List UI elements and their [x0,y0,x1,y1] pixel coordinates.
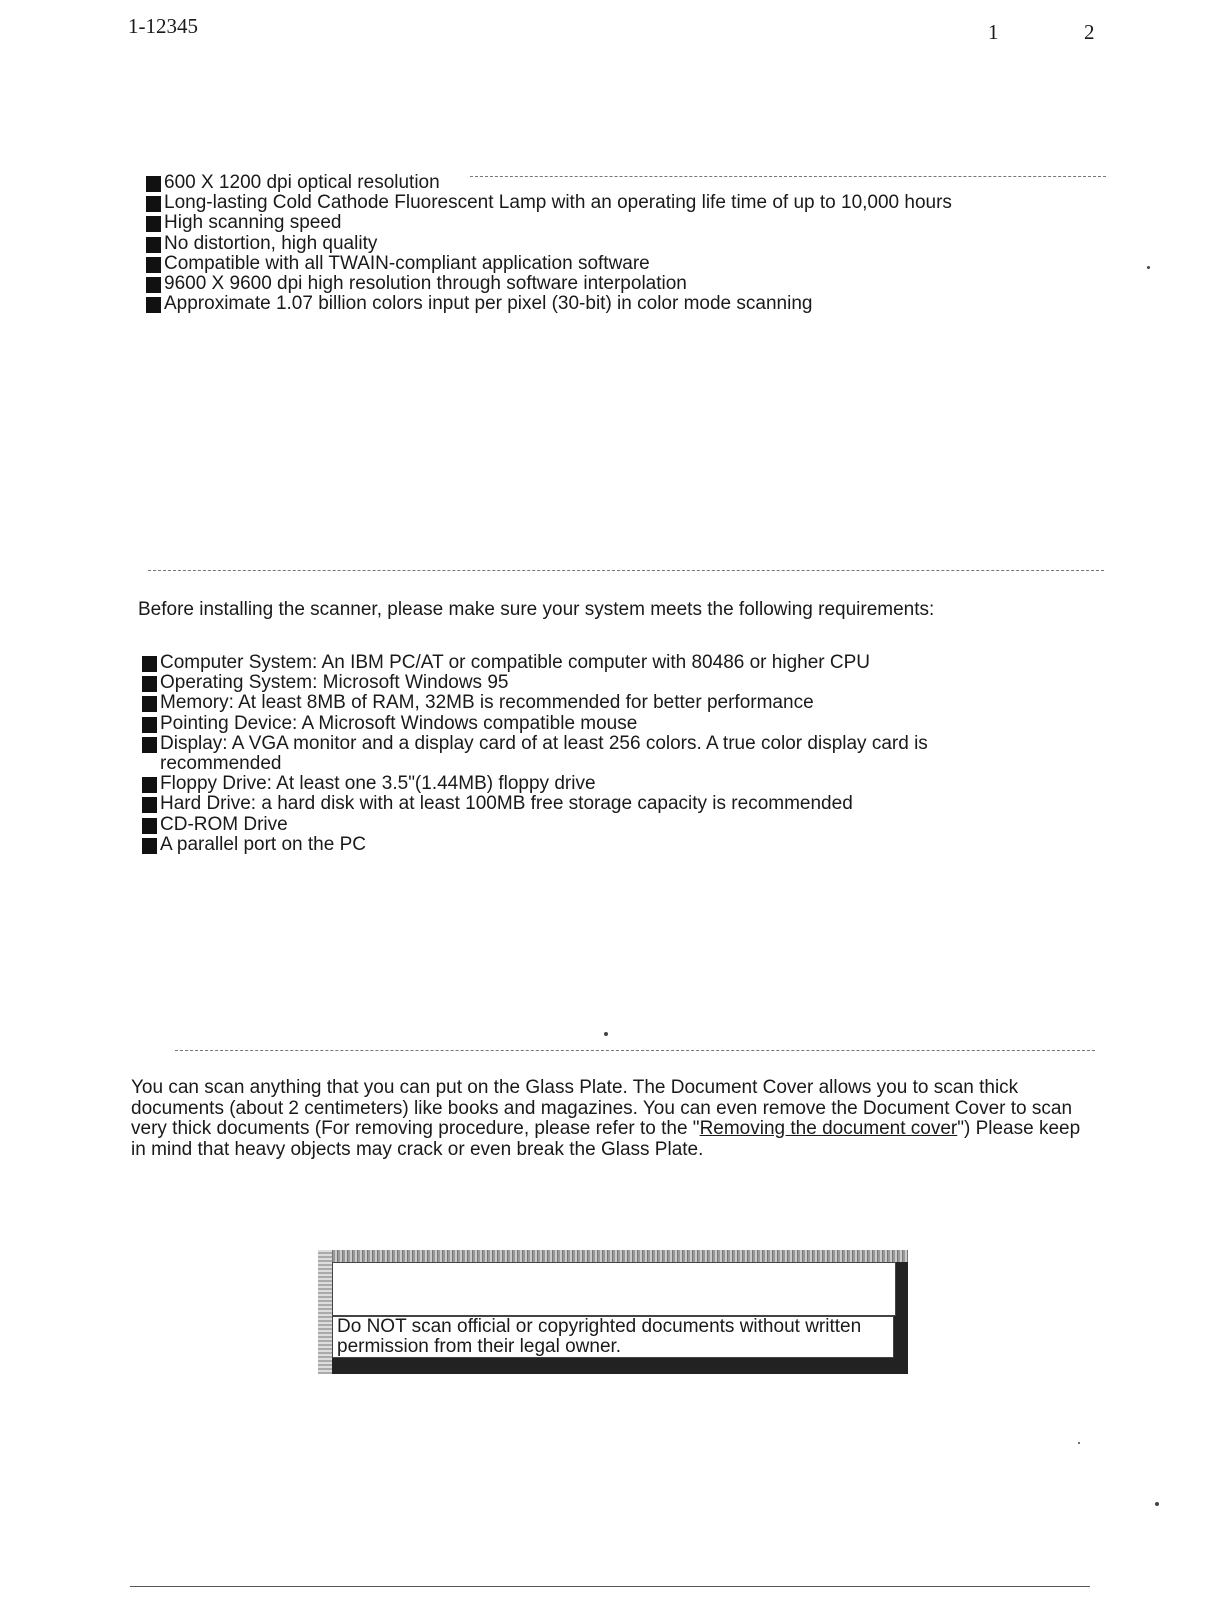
notice-side-bar [318,1250,332,1374]
square-bullet-icon [142,656,157,672]
footer-rule [130,1586,1090,1587]
list-item: Computer System: An IBM PC/AT or compatible computer with 80486 or higher CPU [140,653,1000,673]
list-item: Compatible with all TWAIN-compliant application software [144,254,952,274]
square-bullet-icon [146,176,161,192]
notice-title-bar [318,1250,908,1262]
scan-speck [1078,1442,1080,1444]
scan-speck [1155,1502,1159,1506]
section-divider-requirements [148,570,1104,571]
square-bullet-icon [142,717,157,733]
list-item: 9600 X 9600 dpi high resolution through software interpolation [144,274,952,294]
square-bullet-icon [146,257,161,273]
features-list [144,173,952,314]
list-item: Floppy Drive: At least one 3.5"(1.44MB) floppy drive [140,774,1000,794]
notice-header-panel [332,1262,896,1316]
page-number-2: 2 [1084,20,1095,44]
list-item: Long-lasting Cold Cathode Fluorescent Lamp with an operating life time of up to 10,000 hours [144,193,952,213]
section-divider-scanning [175,1050,1095,1051]
list-item: CD-ROM Drive [140,815,1000,835]
list-item: Display: A VGA monitor and a display card of at least 256 colors. A true color display card is recommended [140,734,1000,774]
list-item: Approximate 1.07 billion colors input per pixel (30-bit) in color mode scanning [144,294,952,314]
removing-cover-link[interactable]: Removing the document cover [699,1118,958,1139]
warning-notice-box [318,1250,908,1374]
list-item: Hard Drive: a hard disk with at least 100MB free storage capacity is recommended [140,794,1000,814]
list-item: Operating System: Microsoft Windows 95 [140,673,1000,693]
square-bullet-icon [142,777,157,793]
square-bullet-icon [142,676,157,692]
square-bullet-icon [142,696,157,712]
square-bullet-icon [142,818,157,834]
square-bullet-icon [146,216,161,232]
list-item: No distortion, high quality [144,234,952,254]
page-number-1: 1 [988,20,999,44]
square-bullet-icon [146,196,161,212]
notice-text: Do NOT scan official or copyrighted documents without written permission from their legal owner. [332,1316,894,1358]
list-item: High scanning speed [144,213,952,233]
square-bullet-icon [146,237,161,253]
requirements-list [140,653,1000,855]
scan-speck [1147,266,1150,269]
document-id: 1-12345 [128,14,198,38]
square-bullet-icon [142,797,157,813]
list-item: A parallel port on the PC [140,835,1000,855]
scanning-paragraph: You can scan anything that you can put on the Glass Plate. The Document Cover allows you to scan thick documents (about 2 centimeters) like books and magazines. You can even remove the Document Cover to scan very thick documents (For removing procedure, please refer to the "Removing the document cover") Please keep in mind that heavy objects may crack or even break the Glass Plate. [131,1077,1081,1160]
square-bullet-icon [142,737,157,753]
requirements-intro: Before installing the scanner, please make sure your system meets the following requirements: [138,599,935,620]
square-bullet-icon [146,277,161,293]
scan-speck [604,1032,608,1036]
list-item: Pointing Device: A Microsoft Windows compatible mouse [140,714,1000,734]
square-bullet-icon [146,297,161,313]
square-bullet-icon [142,838,157,854]
list-item: Memory: At least 8MB of RAM, 32MB is recommended for better performance [140,693,1000,713]
list-item: 600 X 1200 dpi optical resolution [144,173,952,193]
